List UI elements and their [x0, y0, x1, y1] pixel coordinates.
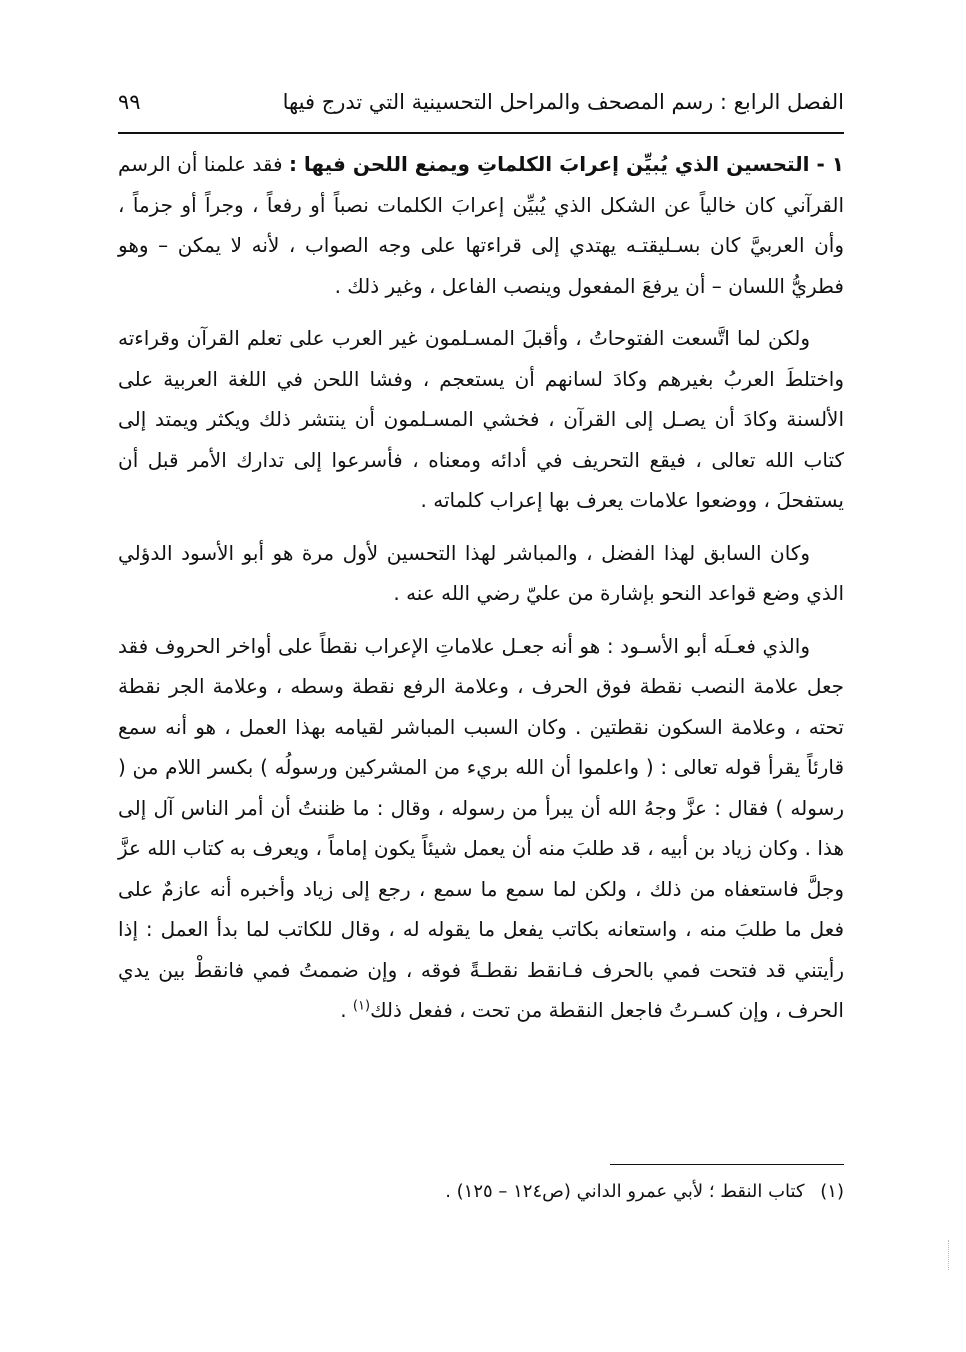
footnote-text: كتاب النقط ؛ لأبي عمرو الداني (ص١٢٤ – ١٢٥) . — [445, 1181, 805, 1202]
chapter-title: الفصل الرابع : رسم المصحف والمراحل التحسينية التي تدرج فيها — [282, 90, 844, 114]
footnote-number: (١) — [820, 1181, 844, 1202]
header-divider — [118, 132, 844, 134]
paragraph-text: فقد علمنا أن الرسم القرآني كان خالياً عن الشكل الذي يُبيِّن إعرابَ الكلمات نصباً أو رفعاً ، وجراً أو جزماً ، وأن العربيَّ كان بسـليقتـه يهتدي إلى قراءتها على وجه الصواب ، لأنه لا يمكن – وهو فطريُّ اللسان – أن يرفعَ المفعول وينصب الفاعل ، وغير ذلك . — [118, 152, 844, 298]
paragraph-4 — [118, 626, 844, 1031]
paragraph-text: والذي فعـلَه أبو الأسـود : هو أنه جعـل علاماتِ الإعراب نقطاً على أواخر الحروف فقد جعل علامة النصب نقطة فوق الحرف ، وعلامة الرفع نقطة وسطه ، وعلامة الجر نقطة تحته ، وعلامة السكون نقطتين . وكان السبب المباشر لقيامه بهذا العمل ، هو أنه سمع قارئاً يقرأ قوله تعالى : ( واعلموا أن الله بريء من المشركين ورسولُه ) بكسر اللام من ( رسوله ) فقال : عزَّ وجهُ الله أن يبرأ من رسوله ، وقال : ما ظننتُ أن أمر الناس آل إلى هذا . وكان زياد بن أبيه ، قد طلبَ منه أن يعمل شيئاً يكون إماماً ، ويعرف به كتاب الله عزَّ وجلَّ فاستعفاه من ذلك ، ولكن لما سمع ما سمع ، رجع إلى زياد وأخبره أنه عازمٌ على فعل ما طلبَ منه ، واستعانه بكاتب يفعل ما يقوله له ، وقال للكاتب لما بدأ العمل : إذا رأيتني قد فتحت فمي بالحرف فـانقط نقطـةً فوقه ، وإن ضممتُ فمي فانقطْ بين يدي الحرف ، وإن كسـرتُ فاجعل النقطة من تحت ، ففعل ذلك — [118, 633, 844, 1022]
paragraph-3 — [118, 533, 844, 614]
page-number: ٩٩ — [118, 90, 141, 114]
main-text — [118, 144, 844, 1043]
running-header — [118, 78, 844, 126]
paragraph-text: وكان السابق لهذا الفضل ، والمباشر لهذا التحسين لأول مرة هو أبو الأسود الدؤلي الذي وضع قواعد النحو بإشارة من عليّ رضي الله عنه . — [118, 540, 844, 605]
footnote-divider — [610, 1164, 844, 1165]
paragraph-1 — [118, 144, 844, 306]
paragraph-text: ولكن لما اتَّسعت الفتوحاتُ ، وأقبلَ المسـلمون غير العرب على تعلم القرآن وقراءته واختلطَ العربُ بغيرهم وكادَ لسانهم أن يستعجم ، وفشا اللحن في اللغة العربية على الألسنة وكادَ أن يصـل إلى القرآن ، فخشي المسـلمون أن ينتشر ذلك ويكثر ويمتد إلى كتاب الله تعالى ، فيقع التحريف في أدائه ومعناه ، فأسرعوا إلى تدارك الأمر قبل أن يستفحلَ ، ووضعوا علامات يعرف بها إعراب كلماته . — [118, 326, 844, 512]
paragraph-tail: . — [340, 998, 353, 1022]
scan-artifact — [948, 1240, 959, 1270]
footnote-reference[interactable]: (١) — [352, 998, 371, 1014]
footnote — [118, 1174, 844, 1210]
paragraph-2 — [118, 318, 844, 521]
section-heading: ١ - التحسين الذي يُبيِّن إعرابَ الكلماتِ ويمنع اللحن فيها : — [288, 152, 845, 176]
